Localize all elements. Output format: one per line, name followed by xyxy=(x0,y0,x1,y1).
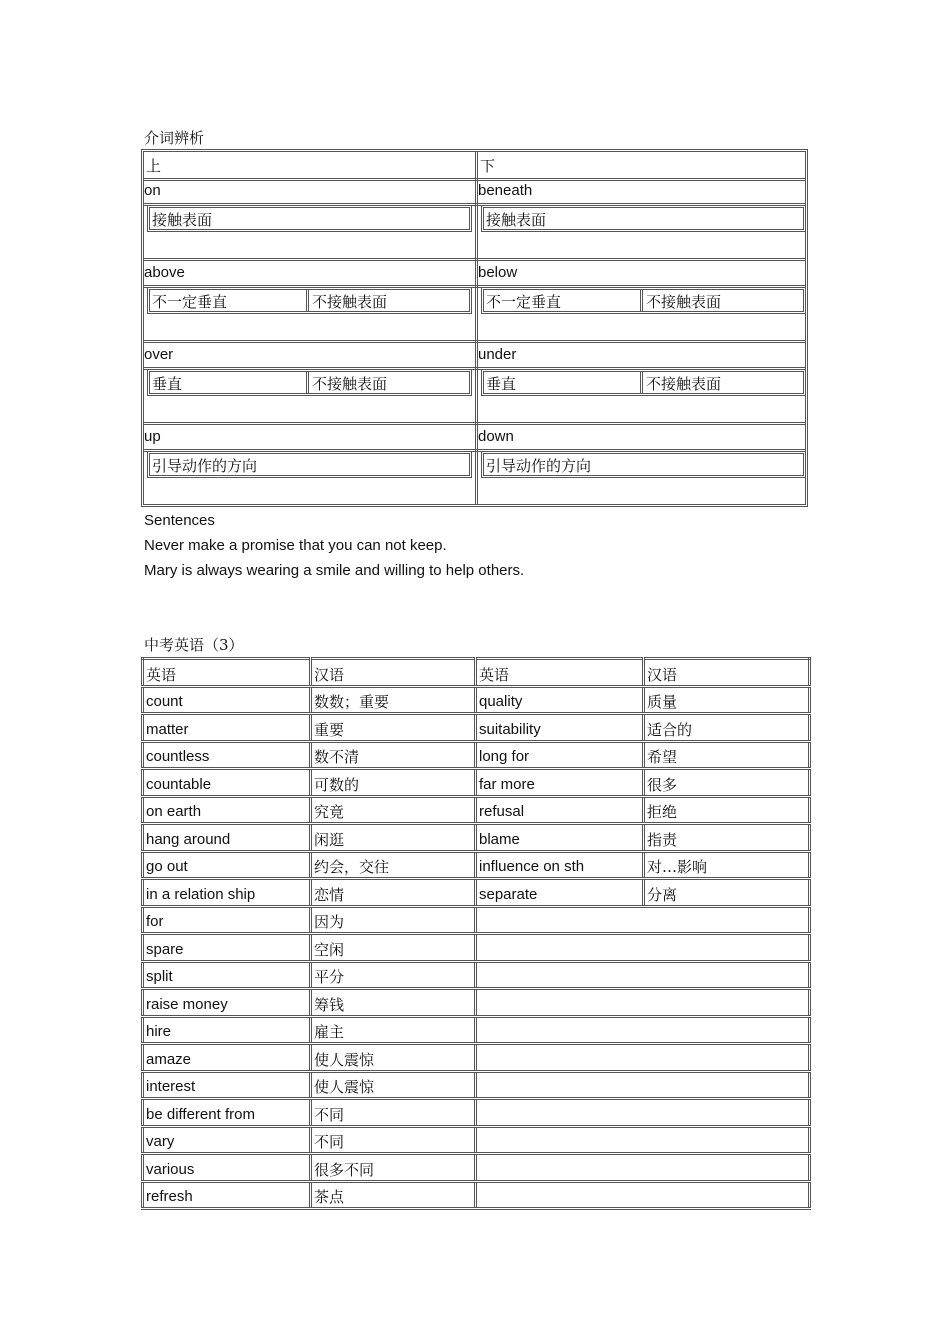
english-cell: on earth xyxy=(143,796,311,824)
chinese-cell: 很多不同 xyxy=(311,1154,476,1182)
empty-cell xyxy=(476,1099,810,1127)
chinese-cell: 茶点 xyxy=(311,1181,476,1209)
table-row xyxy=(143,1044,810,1072)
note-text: 接触表面 xyxy=(152,211,213,229)
table-row xyxy=(143,1154,810,1182)
row-divider xyxy=(144,178,805,181)
table-row xyxy=(143,686,810,714)
english-cell: hire xyxy=(143,1016,311,1044)
english-cell: interest xyxy=(143,1071,311,1099)
chinese-cell: 空闲 xyxy=(311,934,476,962)
empty-cell xyxy=(476,934,810,962)
empty-cell xyxy=(476,1044,810,1072)
chinese-cell: 不同 xyxy=(311,1099,476,1127)
vocab-title: 中考英语（3） xyxy=(144,636,244,654)
chinese-cell: 筹钱 xyxy=(311,989,476,1017)
note-text: 引导动作的方向 xyxy=(486,457,592,475)
english-cell: vary xyxy=(143,1126,311,1154)
english-cell: count xyxy=(143,686,311,714)
vocabulary-table xyxy=(141,657,811,1210)
english-cell: split xyxy=(143,961,311,989)
chinese-cell: 数不清 xyxy=(311,741,476,769)
empty-cell xyxy=(476,961,810,989)
empty-cell xyxy=(476,906,810,934)
note-text: 引导动作的方向 xyxy=(152,457,258,475)
word-right: under xyxy=(478,346,517,363)
note-divider xyxy=(640,372,643,393)
english-cell: hang around xyxy=(143,824,311,852)
english-cell: refusal xyxy=(476,796,644,824)
english-cell: long for xyxy=(476,741,644,769)
column-header: 汉语 xyxy=(311,659,476,687)
chinese-cell: 恋情 xyxy=(311,879,476,907)
english-cell: quality xyxy=(476,686,644,714)
word-left: on xyxy=(144,182,161,199)
row-divider xyxy=(144,449,805,452)
empty-cell xyxy=(476,1126,810,1154)
word-right: down xyxy=(478,428,514,445)
note-text: 不一定垂直 xyxy=(486,293,562,311)
empty-cell xyxy=(476,1154,810,1182)
note-text: 不一定垂直 xyxy=(152,293,228,311)
word-left: over xyxy=(144,346,174,363)
table-row xyxy=(143,796,810,824)
english-cell: countless xyxy=(143,741,311,769)
english-cell: countable xyxy=(143,769,311,797)
chinese-cell: 适合的 xyxy=(644,714,810,742)
word-left: above xyxy=(144,264,185,281)
table-row xyxy=(143,824,810,852)
english-cell: far more xyxy=(476,769,644,797)
chinese-cell: 可数的 xyxy=(311,769,476,797)
preposition-table xyxy=(141,149,808,507)
column-header: 汉语 xyxy=(644,659,810,687)
note-box-right xyxy=(481,205,806,232)
header-down: 下 xyxy=(480,157,496,175)
row-divider xyxy=(144,367,805,370)
note-box-right xyxy=(481,287,806,314)
table-row xyxy=(143,1016,810,1044)
empty-cell xyxy=(476,1181,810,1209)
chinese-cell: 拒绝 xyxy=(644,796,810,824)
chinese-cell: 雇主 xyxy=(311,1016,476,1044)
note-text: 接触表面 xyxy=(486,211,547,229)
note-box-left xyxy=(147,451,472,478)
note-divider xyxy=(306,372,309,393)
row-divider xyxy=(144,340,805,343)
note-box-right xyxy=(481,369,806,396)
table-row xyxy=(143,851,810,879)
english-cell: be different from xyxy=(143,1099,311,1127)
note-box-right xyxy=(481,451,806,478)
english-cell: influence on sth xyxy=(476,851,644,879)
chinese-cell: 平分 xyxy=(311,961,476,989)
note-box-left xyxy=(147,369,472,396)
empty-cell xyxy=(476,989,810,1017)
empty-cell xyxy=(476,1071,810,1099)
chinese-cell: 约会，交往 xyxy=(311,851,476,879)
note-box-left xyxy=(147,205,472,232)
note-text: 垂直 xyxy=(486,375,517,393)
chinese-cell: 使人震惊 xyxy=(311,1044,476,1072)
english-cell: for xyxy=(143,906,311,934)
chinese-cell: 希望 xyxy=(644,741,810,769)
column-header: 英语 xyxy=(476,659,644,687)
english-cell: amaze xyxy=(143,1044,311,1072)
row-divider xyxy=(144,422,805,425)
table-row xyxy=(143,741,810,769)
chinese-cell: 数数；重要 xyxy=(311,686,476,714)
note-text: 不接触表面 xyxy=(312,293,388,311)
english-cell: suitability xyxy=(476,714,644,742)
table-row xyxy=(143,961,810,989)
chinese-cell: 很多 xyxy=(644,769,810,797)
table-row xyxy=(143,1181,810,1209)
note-text: 不接触表面 xyxy=(646,375,722,393)
sentence-2: Mary is always wearing a smile and willing to help others. xyxy=(144,562,525,579)
chinese-cell: 使人震惊 xyxy=(311,1071,476,1099)
note-text: 不接触表面 xyxy=(312,375,388,393)
english-cell: matter xyxy=(143,714,311,742)
table-row xyxy=(143,934,810,962)
table-row xyxy=(143,1099,810,1127)
chinese-cell: 指责 xyxy=(644,824,810,852)
sentence-1: Never make a promise that you can not keep. xyxy=(144,537,447,554)
header-up: 上 xyxy=(146,157,162,175)
chinese-cell: 究竟 xyxy=(311,796,476,824)
table-row xyxy=(143,989,810,1017)
prep-title: 介词辨析 xyxy=(144,129,205,147)
row-divider xyxy=(144,203,805,206)
empty-cell xyxy=(476,1016,810,1044)
chinese-cell: 分离 xyxy=(644,879,810,907)
table-row xyxy=(143,1071,810,1099)
english-cell: separate xyxy=(476,879,644,907)
english-cell: various xyxy=(143,1154,311,1182)
column-header: 英语 xyxy=(143,659,311,687)
sentences-heading: Sentences xyxy=(144,512,215,529)
table-row xyxy=(143,1126,810,1154)
note-text: 不接触表面 xyxy=(646,293,722,311)
english-cell: raise money xyxy=(143,989,311,1017)
row-divider xyxy=(144,285,805,288)
word-right: below xyxy=(478,264,518,281)
chinese-cell: 重要 xyxy=(311,714,476,742)
table-row xyxy=(143,879,810,907)
english-cell: in a relation ship xyxy=(143,879,311,907)
word-left: up xyxy=(144,428,161,445)
note-box-left xyxy=(147,287,472,314)
note-divider xyxy=(306,290,309,311)
chinese-cell: 不同 xyxy=(311,1126,476,1154)
english-cell: spare xyxy=(143,934,311,962)
row-divider xyxy=(144,258,805,261)
chinese-cell: 因为 xyxy=(311,906,476,934)
table-row xyxy=(143,906,810,934)
chinese-cell: 质量 xyxy=(644,686,810,714)
table-header-row xyxy=(143,659,810,687)
english-cell: blame xyxy=(476,824,644,852)
chinese-cell: 闲逛 xyxy=(311,824,476,852)
table-row xyxy=(143,769,810,797)
note-divider xyxy=(640,290,643,311)
english-cell: refresh xyxy=(143,1181,311,1209)
english-cell: go out xyxy=(143,851,311,879)
note-text: 垂直 xyxy=(152,375,183,393)
table-row xyxy=(143,714,810,742)
word-right: beneath xyxy=(478,182,533,199)
chinese-cell: 对…影响 xyxy=(644,851,810,879)
